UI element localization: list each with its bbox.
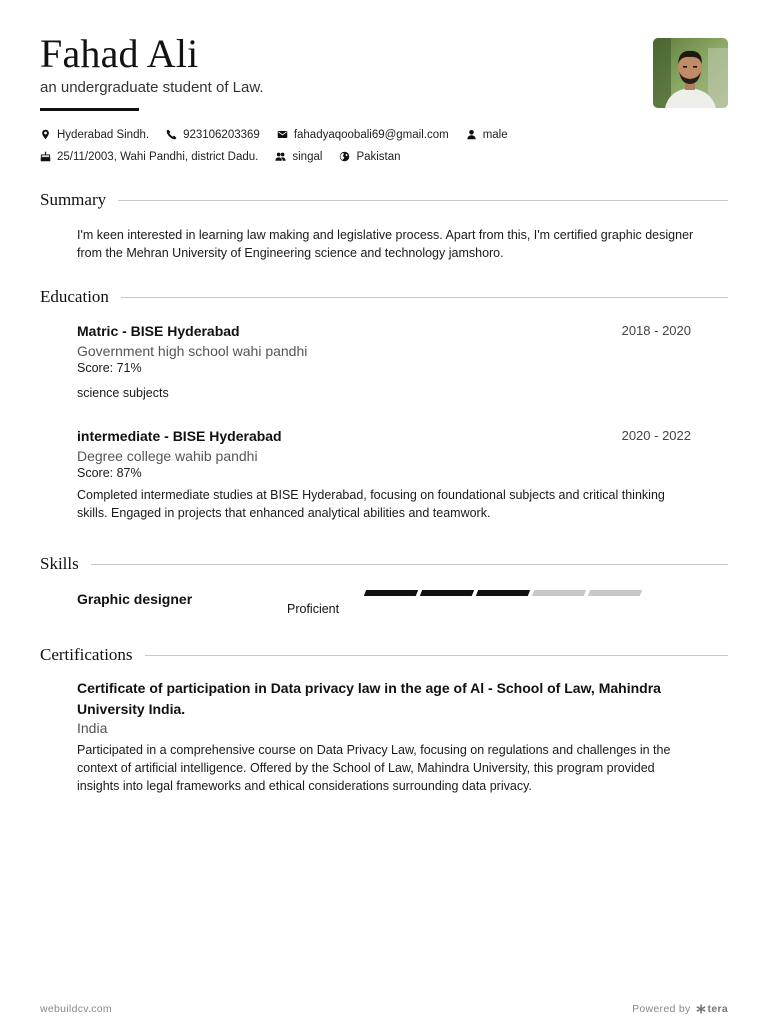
summary-text: I'm keen interested in learning law making and legislative process. Apart from this, I'm certified graphic designer from the Mehran University of Engineering science and technology jamshoro. [77, 228, 694, 260]
skill-bar-filled [420, 590, 474, 596]
phone-icon [166, 129, 177, 140]
section-divider [121, 297, 728, 298]
skill-bar-filled [364, 590, 418, 596]
brand-logo[interactable] [696, 1003, 728, 1015]
certification-location: India [77, 720, 108, 736]
contact-marital-status [275, 151, 322, 163]
skill-bar-filled [476, 590, 530, 596]
education-title: Matric - BISE Hyderabad [77, 323, 240, 339]
contact-text: Hyderabad Sindh. [57, 128, 150, 141]
asterisk-icon [696, 1004, 706, 1014]
education-entry [77, 428, 691, 522]
section-summary-heading [40, 190, 728, 210]
section-title: Education [40, 287, 109, 306]
contact-birth [40, 151, 258, 163]
section-certifications-heading [40, 645, 728, 665]
contact-phone [166, 129, 260, 141]
skill-name: Graphic designer [77, 591, 193, 607]
contact-text: male [482, 128, 508, 141]
contact-text: Pakistan [356, 150, 401, 163]
contact-text: fahadyaqoobali69@gmail.com [293, 128, 449, 141]
contact-email [277, 129, 449, 141]
section-title: Certifications [40, 645, 133, 664]
footer-powered-by [632, 1003, 728, 1015]
people-icon [275, 151, 286, 162]
section-divider [145, 655, 728, 656]
contact-row [40, 126, 730, 143]
section-education-heading [40, 287, 728, 307]
education-dates: 2018 - 2020 [621, 323, 691, 338]
education-title: intermediate - BISE Hyderabad [77, 428, 282, 444]
section-title: Skills [40, 554, 79, 573]
footer-site-link[interactable]: webuildcv.com [40, 1003, 112, 1015]
contact-text: singal [292, 150, 323, 163]
cake-icon [40, 151, 51, 162]
section-skills-heading [40, 554, 728, 574]
education-description: science subjects [77, 386, 169, 400]
contact-text: 25/11/2003, Wahi Pandhi, district Dadu. [57, 150, 259, 163]
certification-description: Participated in a comprehensive course on Data Privacy Law, focusing on regulations and challenges in the context of artificial intelligence. Offered by the School of Law, Mahindra University, this program provided insights into legal frameworks and ethical considerations surrounding data privacy. [77, 743, 671, 793]
contact-country [339, 151, 400, 163]
skill-level-bars [363, 590, 653, 598]
avatar [653, 38, 728, 108]
education-school: Government high school wahi pandhi [77, 343, 308, 359]
section-title: Summary [40, 190, 107, 209]
skill-entry [77, 588, 677, 618]
education-score: Score: 87% [77, 466, 142, 480]
brand-name: tera [707, 1003, 728, 1015]
certification-title: Certificate of participation in Data privacy law in the age of Al - School of Law, Mahindra University India. [77, 680, 661, 717]
contact-info [40, 126, 730, 170]
mail-icon [277, 129, 288, 140]
education-dates: 2020 - 2022 [621, 428, 691, 443]
education-score: Score: 71% [77, 361, 142, 375]
candidate-name: Fahad Ali [40, 31, 199, 76]
name-underline [40, 108, 139, 111]
globe-icon [339, 151, 350, 162]
section-divider [118, 200, 728, 201]
contact-location [40, 129, 149, 141]
skill-bar-empty [532, 590, 586, 596]
location-pin-icon [40, 129, 51, 140]
skill-level-label: Proficient [287, 602, 340, 616]
contact-gender [466, 129, 508, 141]
education-school: Degree college wahib pandhi [77, 448, 258, 464]
section-divider [91, 564, 728, 565]
candidate-tagline: an undergraduate student of Law. [40, 79, 264, 96]
person-icon [466, 129, 477, 140]
resume-header [40, 32, 728, 112]
contact-text: 923106203369 [183, 128, 260, 141]
contact-row [40, 148, 730, 165]
powered-by-label: Powered by [632, 1003, 691, 1015]
skill-bar-empty [588, 590, 642, 596]
certification-entry [77, 678, 687, 795]
education-entry [77, 323, 691, 402]
education-description: Completed intermediate studies at BISE Hyderabad, focusing on foundational subjects and critical thinking skills. Engaged in projects that enhanced analytical abilities and teamwork. [77, 488, 665, 520]
